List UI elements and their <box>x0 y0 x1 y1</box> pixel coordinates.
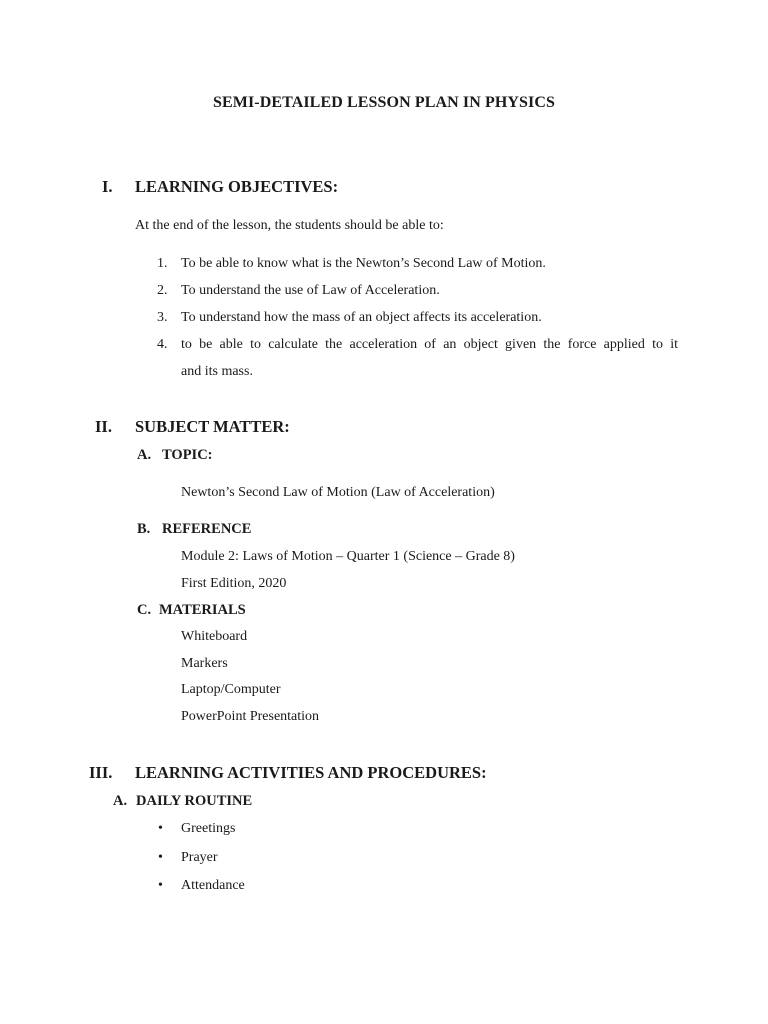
section-3-heading: LEARNING ACTIVITIES AND PROCEDURES: <box>135 763 487 782</box>
objective-text: to be able to calculate the acceleration of an object given the force applied to it <box>181 337 678 352</box>
reference-line: Module 2: Laws of Motion – Quarter 1 (Science – Grade 8) <box>181 549 515 564</box>
objective-text-line1 <box>181 337 678 353</box>
bullet: • <box>158 850 163 865</box>
objective-number: 2. <box>157 283 168 298</box>
material-item: Whiteboard <box>181 629 248 644</box>
objective-number: 3. <box>157 310 168 325</box>
section-1-number: I. <box>102 177 113 196</box>
subsection-letter: A. <box>113 793 128 809</box>
objectives-intro: At the end of the lesson, the students should be able to: <box>135 218 444 233</box>
subsection-letter: C. <box>137 602 152 618</box>
objective-text: To understand how the mass of an object affects its acceleration. <box>181 310 542 325</box>
material-item: PowerPoint Presentation <box>181 709 320 724</box>
daily-routine-heading: DAILY ROUTINE <box>136 793 253 809</box>
section-2-number: II. <box>95 417 112 436</box>
subsection-letter: B. <box>137 521 151 537</box>
objective-number: 4. <box>157 337 168 352</box>
section-2-heading: SUBJECT MATTER: <box>135 417 290 436</box>
reference-line: First Edition, 2020 <box>181 576 287 591</box>
objective-text: To understand the use of Law of Acceleration. <box>181 283 440 298</box>
subsection-letter: A. <box>137 447 152 463</box>
routine-item: Attendance <box>181 878 245 893</box>
objective-text: To be able to know what is the Newton’s Second Law of Motion. <box>181 256 546 271</box>
objective-number: 1. <box>157 256 168 271</box>
topic-heading: TOPIC: <box>162 447 213 463</box>
objective-text-continuation: and its mass. <box>181 364 253 379</box>
document-title: SEMI-DETAILED LESSON PLAN IN PHYSICS <box>212 94 556 111</box>
material-item: Markers <box>181 656 228 671</box>
materials-heading: MATERIALS <box>159 602 246 618</box>
section-3-number: III. <box>89 763 113 782</box>
bullet: • <box>158 821 163 836</box>
routine-item: Prayer <box>181 850 218 865</box>
bullet: • <box>158 878 163 893</box>
reference-heading: REFERENCE <box>162 521 252 537</box>
routine-item: Greetings <box>181 821 236 836</box>
section-1-heading: LEARNING OBJECTIVES: <box>135 177 339 196</box>
topic-text: Newton’s Second Law of Motion (Law of Acceleration) <box>181 485 495 500</box>
material-item: Laptop/Computer <box>181 682 281 697</box>
